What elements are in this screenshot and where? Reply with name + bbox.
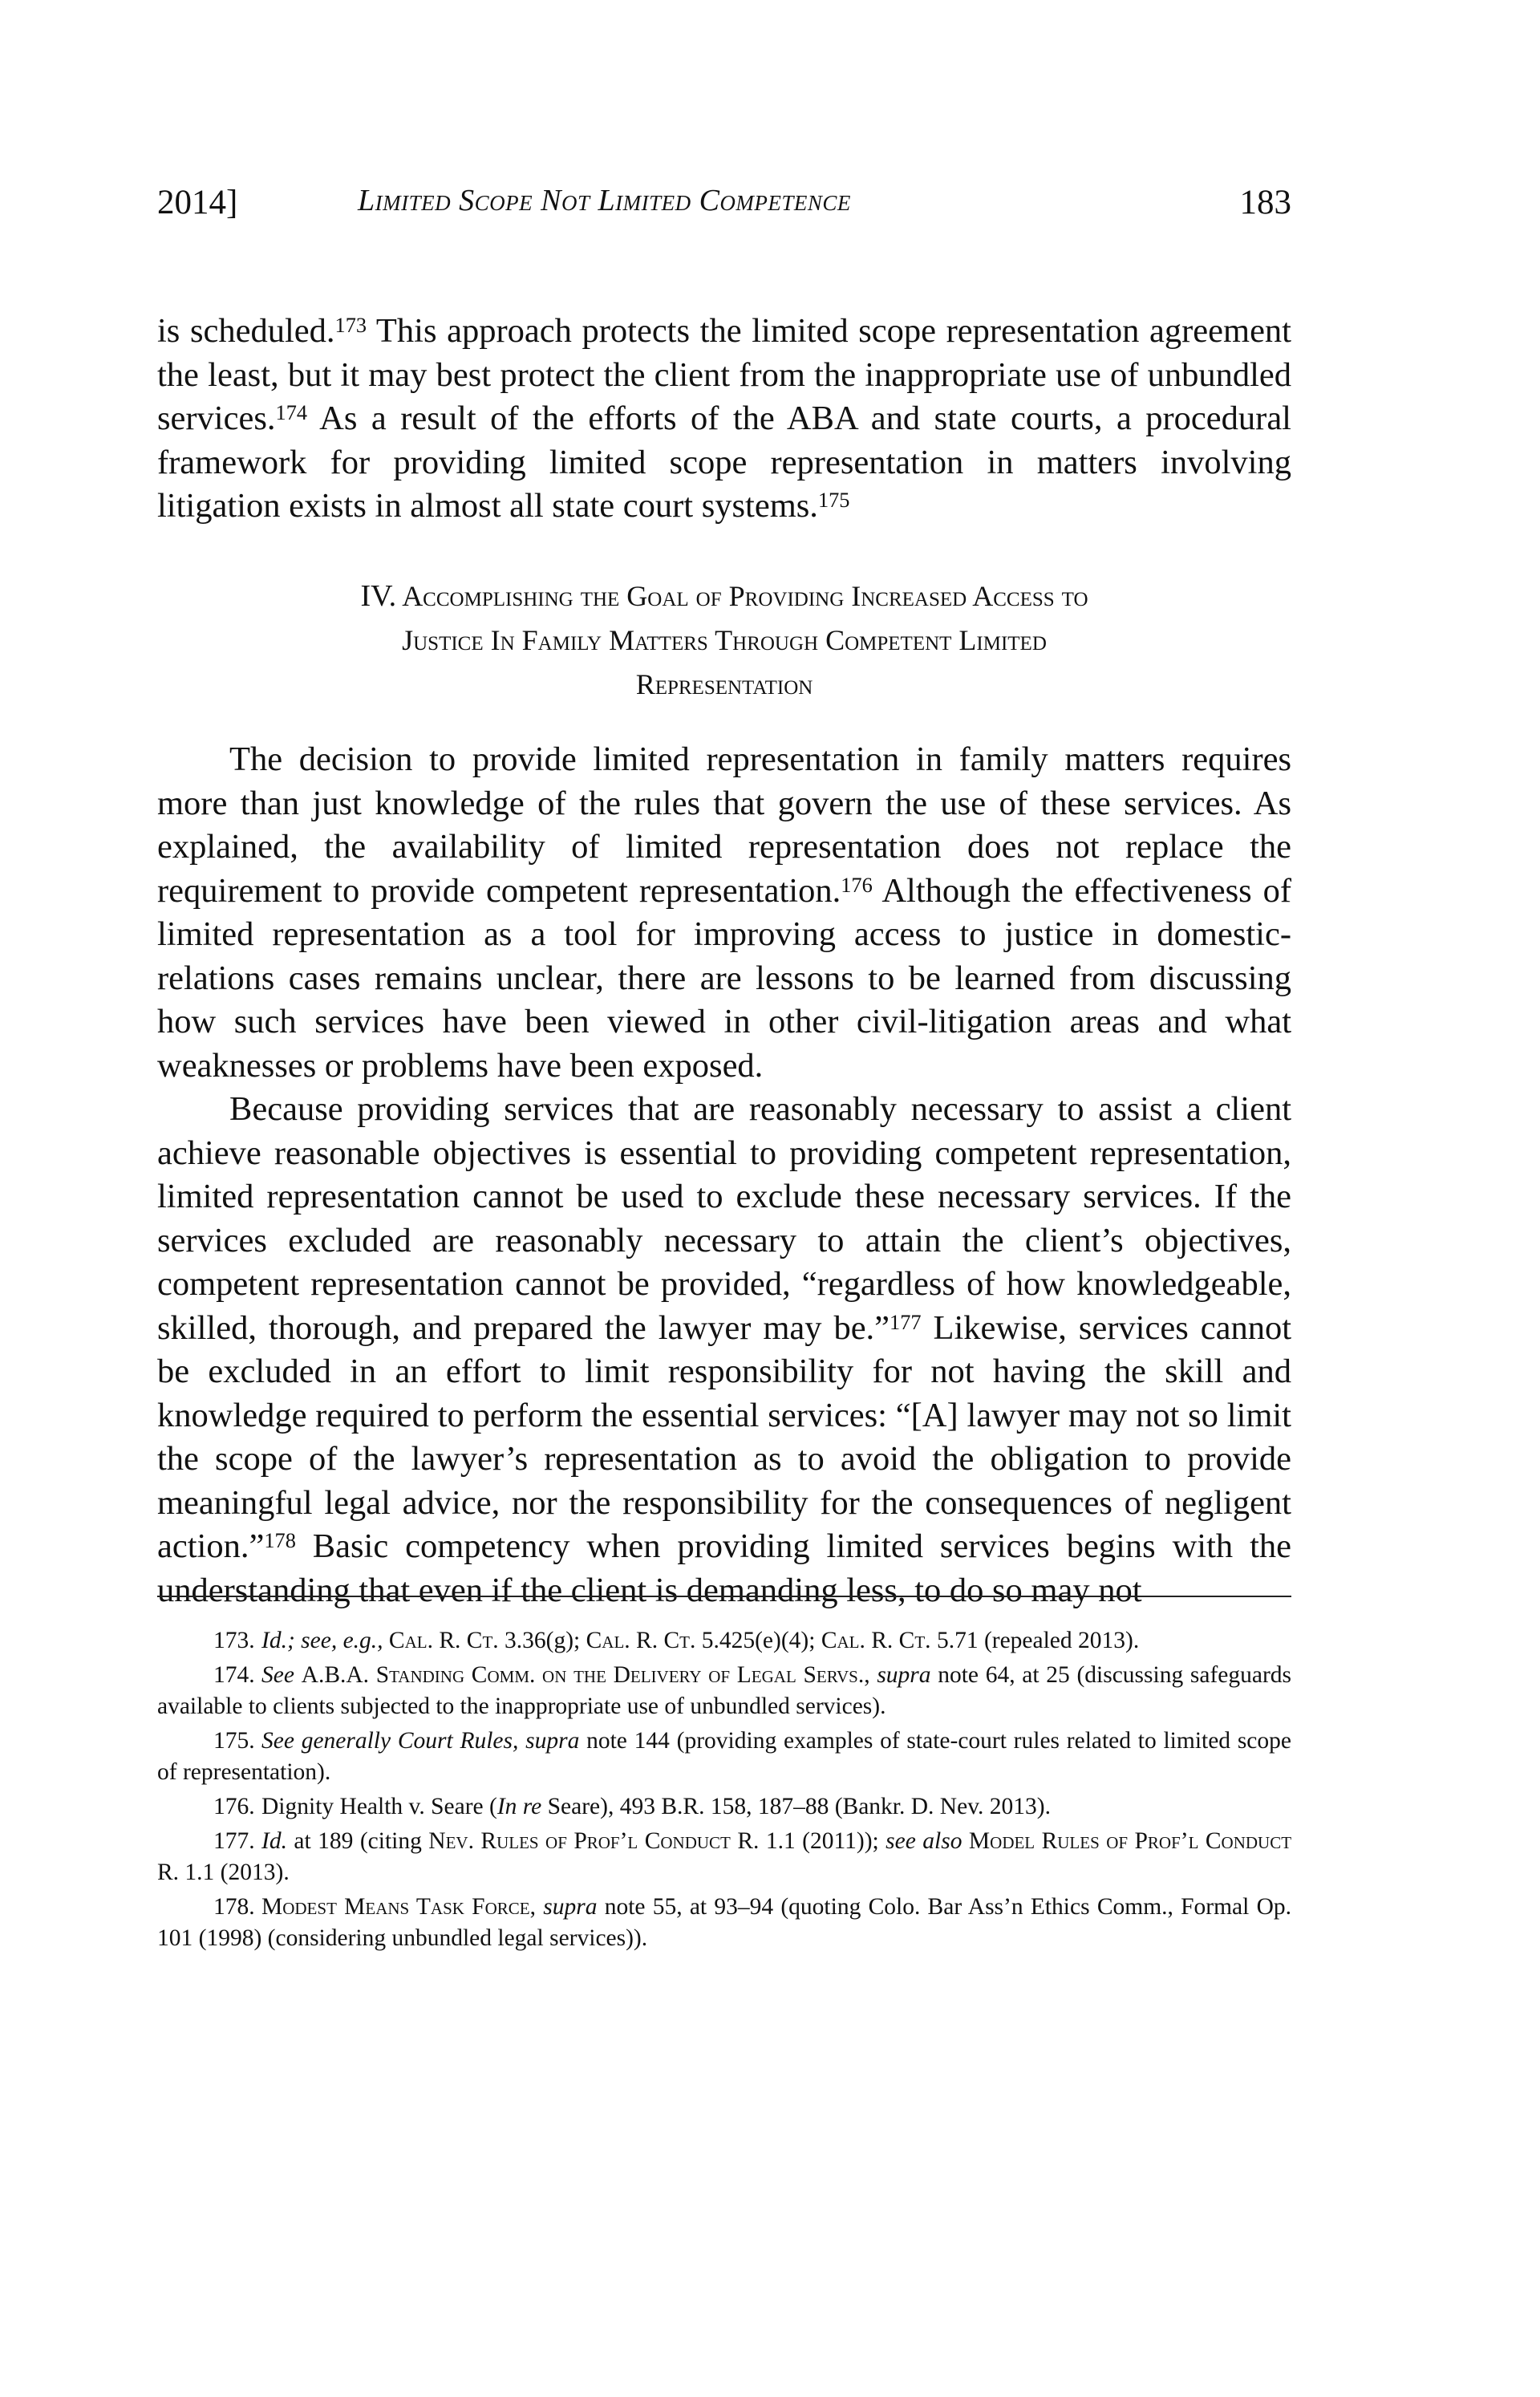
footnote-174: 174. See A.B.A. Standing Comm. on the Delivery of Legal Servs., supra note 64, at 25 (discussing safeguards available to clients subjected to the inappropriate use of unbundled services). [157,1662,1292,1719]
section-heading-line-1: Accomplishing the Goal of Providing Increased Access to [402,580,1088,612]
footnote-ref-176[interactable]: 176 [841,873,873,897]
section-heading-line-3: Representation [635,668,813,700]
volume-year: 2014] [157,184,238,221]
body-section [157,738,1291,1612]
body-paragraph: Because providing services that are reasonably necessary to assist a client achieve reasonable objectives is essential to providing competent representation, limited representation cannot be used to exclude these necessary services. If the services excluded are reasonably necessary to attain the client’s objectives, competent representation cannot be provided, “regardless of how knowledgeable, skilled, thorough, and prepared the lawyer may be.”$^{177}$ Likewise, services cannot be excluded in an effort to limit responsibility for not having the skill and knowledge required to perform the essential services: “[A] lawyer may not so limit the scope of the lawyer’s representation as to avoid the obligation to provide meaningful legal advice, nor the responsibility for the consequences of negligent action.”$^{178}$ Basic competency when providing limited services begins with the understanding that even if the client is demanding less, to do so may not [157,1090,1291,1609]
footnote-173: 173. Id.; see, e.g., Cal. R. Ct. 3.36(g); Cal. R. Ct. 5.425(e)(4); Cal. R. Ct. 5.71 (repealed 2013). [213,1628,1140,1653]
body-paragraph-continued: is scheduled.$^{173}$ This approach protects the limited scope representation agreement the least, but it may best protect the client from the inappropriate use of unbundled services.$^{174}$ As a result of the efforts of the ABA and state courts, a procedural framework for providing limited scope representation in matters involving litigation exists in almost all state court systems.$^{175}$ [157,312,1291,525]
footnote-176: 176. Dignity Health v. Seare (In re Seare), 493 B.R. 158, 187–88 (Bankr. D. Nev. 2013). [213,1794,1051,1819]
section-heading-line-2: Justice In Family Matters Through Competent Limited [402,624,1047,656]
footnote-ref-178[interactable]: 178 [264,1529,296,1553]
footnote-178: 178. Modest Means Task Force, supra note 55, at 93–94 (quoting Colo. Bar Ass’n Ethics Comm., Formal Op. 101 (1998) (considering unbundled legal services)). [157,1894,1292,1951]
footnotes [157,1625,1291,1957]
section-number: IV. [360,579,397,613]
body-paragraph: The decision to provide limited representation in family matters requires more than just knowledge of the rules that govern the use of these services. As explained, the availability of limited representation does not replace the requirement to provide competent representation.$^{176}$ Although the effectiveness of limited representation as a tool for improving access to justice in domestic-relations cases remains unclear, there are lessons to be learned from discussing how such services have been viewed in other civil-litigation areas and what weaknesses or problems have been exposed. [157,740,1291,1085]
footnote-divider [157,1596,1291,1597]
page-number: 183 [1239,184,1291,221]
section-heading [157,574,1291,707]
running-header [157,183,1291,228]
footnote-ref-177[interactable]: 177 [890,1310,922,1334]
footnote-ref-175[interactable]: 175 [817,489,850,513]
footnote-ref-174[interactable]: 174 [275,401,308,425]
footnote-177: 177. Id. at 189 (citing Nev. Rules of Prof’l Conduct R. 1.1 (2011)); see also Model Rules of Prof’l Conduct R. 1.1 (2013). [157,1828,1292,1885]
running-title: Limited Scope Not Limited Competence [358,184,851,217]
footnote-175: 175. See generally Court Rules, supra note 144 (providing examples of state-court rules related to limited scope of representation). [157,1728,1291,1785]
footnote-ref-173[interactable]: 173 [334,314,367,338]
